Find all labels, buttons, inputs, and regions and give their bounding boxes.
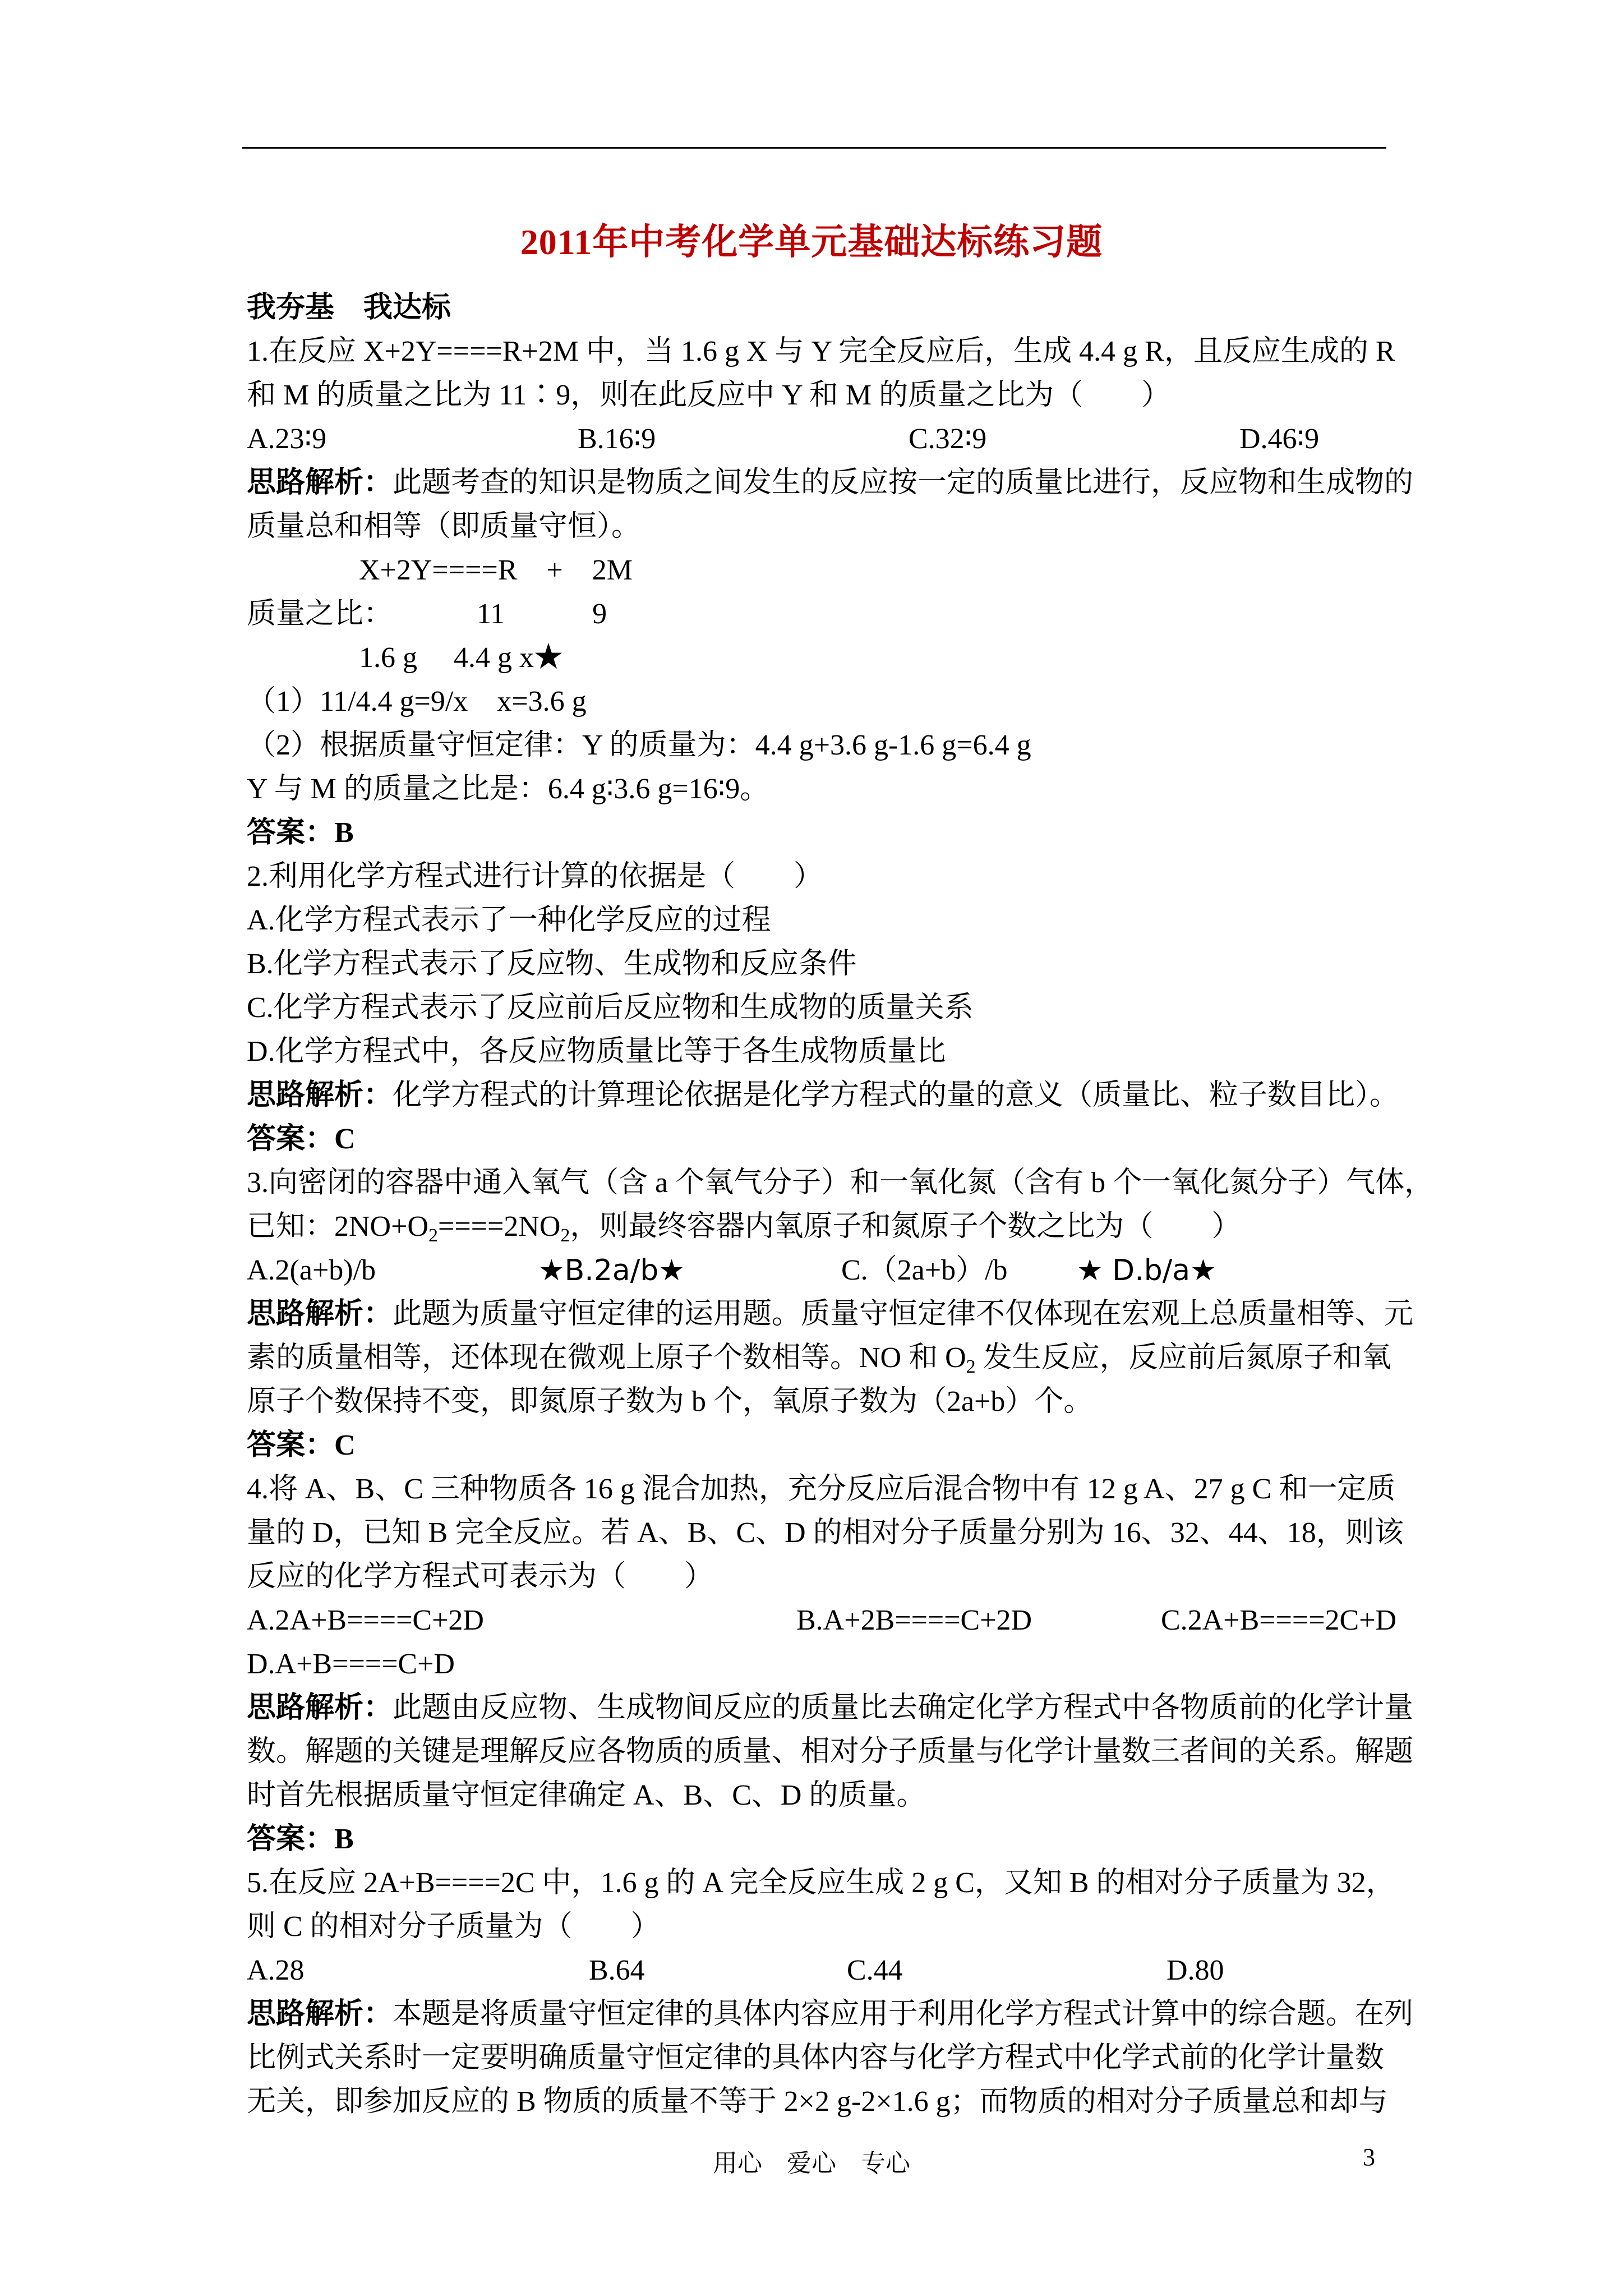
q1-masses: 1.6 g 4.4 g x★ [359,642,564,674]
q5-analysis-line-1 [247,1993,1414,2036]
q2-option-d: D.化学方程式中，各反应物质量比等于各生成物质量比 [247,1036,946,1068]
q4-analysis-text-1: 此题由反应物、生成物间反应的质量比去确定化学方程式中各物质前的化学计量 [393,1692,1414,1724]
page-number: 3 [1363,2143,1375,2171]
q4-analysis-line-2: 数。解题的关键是理解反应各物质的质量、相对分子质量与化学计量数三者间的关系。解题 [247,1736,1414,1768]
q5-options [247,1949,1385,1993]
q4-option-d: D.A+B====C+D [247,1648,455,1680]
q3-analysis-part-b: 发生反应，反应前后氮原子和氧 [975,1342,1391,1374]
document-title: 2011年中考化学单元基础达标练习题 [520,222,1103,262]
q1-stem-line-1: 1.在反应 X+2Y====R+2M 中，当 1.6 g X 与 Y 完全反应后，生成 4.4 g R，且反应生成的 R [247,335,1395,367]
q1-answer-label: 答案： [247,817,335,849]
q1-option-b: B.16∶9 [578,423,656,455]
header-rule [242,147,1386,149]
q3-stem-part-a: 已知：2NO+O [247,1211,428,1243]
q4-options-row [247,1599,1397,1642]
q1-equation: X+2Y====R + 2M [359,554,633,586]
q4-answer-label: 答案： [247,1823,335,1855]
document-body [247,286,1434,2124]
q1-answer-value: B [334,817,354,849]
q2-answer [247,1117,1385,1161]
q2-stem: 2.利用化学方程式进行计算的依据是（ ） [247,861,823,892]
q3-option-a: A.2(a+b)/b [247,1254,376,1286]
q5-stem-line-1: 5.在反应 2A+B====2C 中，1.6 g 的 A 完全反应生成 2 g C，又知 B 的相对分子质量为 32， [247,1867,1395,1899]
q2-analysis-text: 化学方程式的计算理论依据是化学方程式的量的意义（质量比、粒子数目比）。 [393,1079,1399,1111]
q1-step-2: （2）根据质量守恒定律：Y 的质量为：4.4 g+3.6 g-1.6 g=6.4 g [247,729,1031,761]
q4-answer-value: B [334,1823,354,1855]
q3-subscript-2: 2 [560,1225,570,1246]
q4-answer [247,1818,1385,1861]
q3-analysis-subscript: 2 [966,1356,976,1377]
q2-answer-value: C [334,1123,356,1155]
q3-option-b: ★B.2a/b★ [538,1254,685,1287]
q3-analysis-text-1: 此题为质量守恒定律的运用题。质量守恒定律不仅体现在宏观上总质量相等、元 [393,1298,1414,1330]
q2-analysis [247,1074,1399,1117]
q2-answer-label: 答案： [247,1123,335,1155]
q5-option-d: D.80 [1166,1954,1224,1986]
q3-subscript-1: 2 [428,1225,438,1246]
q1-stem-line-2: 和 M 的质量之比为 11∶9，则在此反应中 Y 和 M 的质量之比为（ ） [247,379,1171,411]
q1-analysis-label: 思路解析： [247,467,393,499]
q1-option-a: A.23∶9 [247,423,327,455]
q1-analysis-line-1 [247,461,1414,505]
footer-slogan: 用心 爱心 专心 [713,2150,910,2177]
q2-option-a: A.化学方程式表示了一种化学反应的过程 [247,904,771,936]
q3-stem-line-2 [247,1205,1385,1249]
q4-analysis-label: 思路解析： [247,1692,393,1724]
q3-analysis-part-a: 素的质量相等，还体现在微观上原子个数相等。NO 和 O [247,1342,966,1374]
q4-stem-line-2: 量的 D，已知 B 完全反应。若 A、B、C、D 的相对分子质量分别为 16、32、44、18，则该 [247,1517,1404,1549]
q3-analysis-line-2 [247,1336,1391,1380]
q1-analysis-text-1: 此题考查的知识是物质之间发生的反应按一定的质量比进行，反应物和生成物的 [393,467,1414,499]
q5-option-a: A.28 [247,1954,305,1986]
section-heading: 我夯基 我达标 [247,292,451,324]
q3-answer-label: 答案： [247,1429,335,1461]
q4-stem-line-3: 反应的化学方程式可表示为（ ） [247,1561,714,1593]
q4-stem-line-1: 4.将 A、B、C 三种物质各 16 g 混合加热，充分反应后混合物中有 12 g A、27 g C 和一定质 [247,1473,1396,1505]
q5-option-b: B.64 [589,1954,645,1986]
q1-options [247,417,1385,461]
q1-step-1: （1）11/4.4 g=9/x x=3.6 g [247,685,587,717]
q2-option-c: C.化学方程式表示了反应前后反应物和生成物的质量关系 [247,992,974,1024]
q3-options [247,1249,1385,1292]
q5-analysis-line-2: 比例式关系时一定要明确质量守恒定律的具体内容与化学方程式中化学式前的化学计量数 [247,2042,1385,2074]
q4-option-c: C.2A+B====2C+D [1161,1604,1397,1636]
q4-analysis-line-1 [247,1686,1414,1730]
q1-ratio-label: 质量之比： [247,598,393,630]
q4-option-a: A.2A+B====C+2D [247,1604,484,1636]
q5-stem-line-2: 则 C 的相对分子质量为（ ） [247,1911,660,1943]
q2-option-b: B.化学方程式表示了反应物、生成物和反应条件 [247,948,857,980]
q3-option-c: C.（2a+b）/b [841,1254,1008,1286]
q1-ratio-line [247,592,1385,636]
q4-option-b: B.A+2B====C+2D [796,1604,1032,1636]
q1-option-c: C.32∶9 [909,423,987,455]
q3-stem-line-1: 3.向密闭的容器中通入氧气（含 a 个氧气分子）和一氧化氮（含有 b 个一氧化氮分子）气体， [247,1167,1434,1199]
q5-analysis-text-1: 本题是将质量守恒定律的具体内容应用于利用化学方程式计算中的综合题。在列 [393,1998,1414,2030]
q1-step-3: Y 与 M 的质量之比是：6.4 g∶3.6 g=16∶9。 [247,773,769,805]
q1-analysis-line-2: 质量总和相等（即质量守恒）。 [247,510,641,542]
q3-answer-value: C [334,1429,356,1461]
q4-analysis-line-3: 时首先根据质量守恒定律确定 A、B、C、D 的质量。 [247,1779,926,1811]
q1-answer [247,811,1385,855]
q3-stem-part-b: ====2NO [438,1211,561,1243]
q3-option-d: ★ D.b/a★ [1077,1254,1216,1287]
q3-analysis-line-3: 原子个数保持不变，即氮原子数为 b 个，氧原子数为（2a+b）个。 [247,1386,1093,1418]
q1-option-d: D.46∶9 [1239,423,1320,455]
q3-analysis-label: 思路解析： [247,1298,393,1330]
q2-analysis-label: 思路解析： [247,1079,393,1111]
q1-ratio-values: 11 9 [477,598,607,630]
q5-analysis-label: 思路解析： [247,1998,393,2030]
q5-analysis-line-3: 无关，即参加反应的 B 物质的质量不等于 2×2 g-2×1.6 g；而物质的相对分子质量总和却与 [247,2086,1388,2118]
q3-answer [247,1424,1385,1467]
q3-stem-part-c: ，则最终容器内氧原子和氮原子个数之比为（ ） [570,1211,1241,1243]
q5-option-c: C.44 [847,1954,903,1986]
q3-analysis-line-1 [247,1292,1414,1336]
